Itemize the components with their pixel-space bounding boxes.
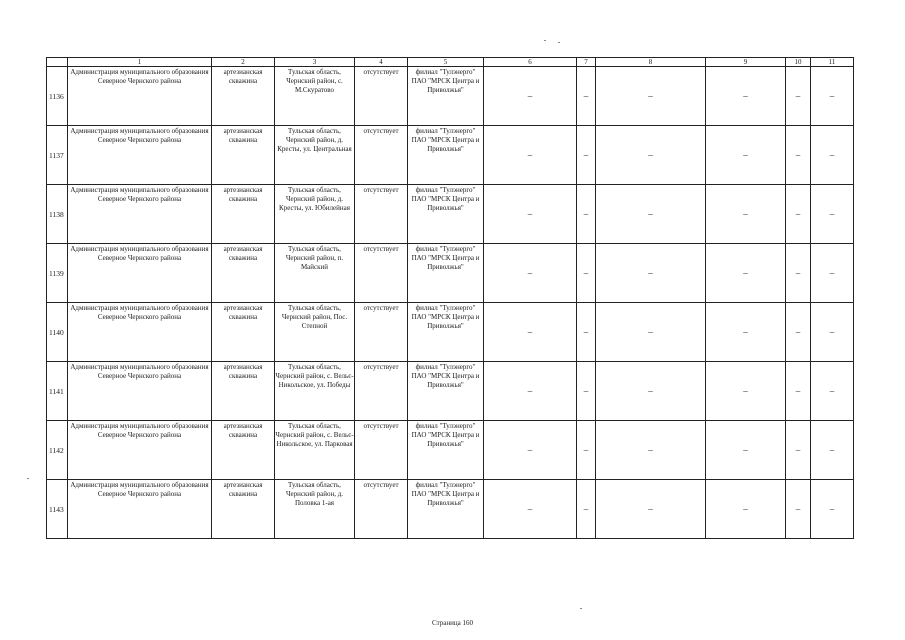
cell-c9: –: [706, 303, 786, 362]
scan-speck: [544, 40, 546, 41]
cell-status: отсутствует: [355, 126, 408, 185]
table-row: [47, 421, 854, 480]
cell-owner: Администрация муниципального образования Северное Чернского района: [68, 362, 212, 421]
cell-type: артезианская скважина: [212, 185, 275, 244]
cell-owner: Администрация муниципального образования Северное Чернского района: [68, 480, 212, 539]
row-number: 1139: [47, 244, 68, 303]
cell-c6: –: [484, 362, 577, 421]
cell-owner: Администрация муниципального образования Северное Чернского района: [68, 126, 212, 185]
cell-c7: –: [577, 421, 596, 480]
row-number: 1136: [47, 67, 68, 126]
header-cell: 2: [212, 58, 275, 67]
cell-c10: –: [786, 362, 811, 421]
cell-c9: –: [706, 126, 786, 185]
table-row: [47, 244, 854, 303]
cell-org: филиал "Тулэнерго" ПАО "МРСК Центра и Приволжья": [408, 185, 484, 244]
header-cell: 9: [706, 58, 786, 67]
cell-address: Тульская область, Чернский район, п. Майский: [275, 244, 355, 303]
page-number: Страница 160: [432, 619, 473, 627]
cell-c10: –: [786, 185, 811, 244]
cell-c8: –: [596, 303, 706, 362]
scan-speck: [580, 608, 582, 609]
cell-c11: –: [811, 185, 854, 244]
cell-c8: –: [596, 480, 706, 539]
cell-org: филиал "Тулэнерго" ПАО "МРСК Центра и Приволжья": [408, 126, 484, 185]
cell-c9: –: [706, 244, 786, 303]
row-number: 1138: [47, 185, 68, 244]
cell-c9: –: [706, 362, 786, 421]
cell-c6: –: [484, 67, 577, 126]
cell-c8: –: [596, 362, 706, 421]
cell-c10: –: [786, 244, 811, 303]
cell-address: Тульская область, Чернский район, с. Вельє-Никольское, ул. Победы: [275, 362, 355, 421]
cell-type: артезианская скважина: [212, 126, 275, 185]
header-cell: 6: [484, 58, 577, 67]
cell-c8: –: [596, 67, 706, 126]
scan-speck: [558, 42, 560, 43]
cell-c11: –: [811, 67, 854, 126]
row-number: 1143: [47, 480, 68, 539]
cell-c6: –: [484, 303, 577, 362]
table-row: [47, 362, 854, 421]
cell-org: филиал "Тулэнерго" ПАО "МРСК Центра и Приволжья": [408, 421, 484, 480]
cell-org: филиал "Тулэнерго" ПАО "МРСК Центра и Приволжья": [408, 67, 484, 126]
cell-owner: Администрация муниципального образования Северное Чернского района: [68, 244, 212, 303]
scan-speck: [27, 478, 29, 479]
table-row: [47, 67, 854, 126]
cell-c8: –: [596, 421, 706, 480]
header-cell: 5: [408, 58, 484, 67]
cell-org: филиал "Тулэнерго" ПАО "МРСК Центра и Приволжья": [408, 303, 484, 362]
cell-type: артезианская скважина: [212, 67, 275, 126]
header-cell: 7: [577, 58, 596, 67]
cell-status: отсутствует: [355, 67, 408, 126]
cell-owner: Администрация муниципального образования Северное Чернского района: [68, 67, 212, 126]
cell-c7: –: [577, 244, 596, 303]
cell-c8: –: [596, 126, 706, 185]
cell-c6: –: [484, 480, 577, 539]
cell-c9: –: [706, 480, 786, 539]
cell-org: филиал "Тулэнерго" ПАО "МРСК Центра и Приволжья": [408, 480, 484, 539]
cell-c10: –: [786, 480, 811, 539]
cell-c6: –: [484, 244, 577, 303]
cell-c11: –: [811, 421, 854, 480]
cell-status: отсутствует: [355, 362, 408, 421]
cell-type: артезианская скважина: [212, 362, 275, 421]
cell-type: артезианская скважина: [212, 303, 275, 362]
header-cell: 3: [275, 58, 355, 67]
cell-c7: –: [577, 67, 596, 126]
header-cell: 11: [811, 58, 854, 67]
cell-c9: –: [706, 67, 786, 126]
cell-c8: –: [596, 185, 706, 244]
cell-c11: –: [811, 126, 854, 185]
header-cell: 1: [68, 58, 212, 67]
table-row: [47, 303, 854, 362]
cell-status: отсутствует: [355, 244, 408, 303]
cell-type: артезианская скважина: [212, 480, 275, 539]
registry-table: [46, 57, 854, 539]
row-number: 1140: [47, 303, 68, 362]
cell-status: отсутствует: [355, 303, 408, 362]
cell-c6: –: [484, 126, 577, 185]
table-row: [47, 126, 854, 185]
cell-c9: –: [706, 185, 786, 244]
cell-c7: –: [577, 480, 596, 539]
cell-owner: Администрация муниципального образования Северное Чернского района: [68, 185, 212, 244]
cell-org: филиал "Тулэнерго" ПАО "МРСК Центра и Приволжья": [408, 362, 484, 421]
cell-org: филиал "Тулэнерго" ПАО "МРСК Центра и Приволжья": [408, 244, 484, 303]
cell-c7: –: [577, 303, 596, 362]
header-cell: 8: [596, 58, 706, 67]
header-cell: 10: [786, 58, 811, 67]
cell-address: Тульская область, Чернский район, с. М.Скуратово: [275, 67, 355, 126]
cell-address: Тульская область, Чернский район, д. Кресты, ул. Центральная: [275, 126, 355, 185]
cell-c10: –: [786, 126, 811, 185]
cell-c9: –: [706, 421, 786, 480]
cell-address: Тульская область, Чернский район, с. Вельє-Никольское, ул. Парковая: [275, 421, 355, 480]
cell-c7: –: [577, 126, 596, 185]
cell-c8: –: [596, 244, 706, 303]
cell-c7: –: [577, 185, 596, 244]
cell-c10: –: [786, 67, 811, 126]
cell-status: отсутствует: [355, 480, 408, 539]
cell-address: Тульская область, Чернский район, д. Половка 1-ая: [275, 480, 355, 539]
cell-address: Тульская область, Чернский район, д. Кресты, ул. Юбилейная: [275, 185, 355, 244]
row-number: 1142: [47, 421, 68, 480]
cell-c11: –: [811, 244, 854, 303]
header-row: [47, 58, 854, 67]
header-cell: 4: [355, 58, 408, 67]
cell-c10: –: [786, 303, 811, 362]
cell-type: артезианская скважина: [212, 421, 275, 480]
cell-c11: –: [811, 303, 854, 362]
cell-owner: Администрация муниципального образования Северное Чернского района: [68, 421, 212, 480]
cell-c6: –: [484, 185, 577, 244]
cell-c10: –: [786, 421, 811, 480]
cell-c11: –: [811, 480, 854, 539]
table-row: [47, 480, 854, 539]
cell-owner: Администрация муниципального образования Северное Чернского района: [68, 303, 212, 362]
row-number: 1137: [47, 126, 68, 185]
cell-status: отсутствует: [355, 421, 408, 480]
cell-type: артезианская скважина: [212, 244, 275, 303]
cell-address: Тульская область, Чернский район, Пос. Степной: [275, 303, 355, 362]
row-number: 1141: [47, 362, 68, 421]
cell-status: отсутствует: [355, 185, 408, 244]
cell-c7: –: [577, 362, 596, 421]
table-row: [47, 185, 854, 244]
header-cell-blank: [47, 58, 68, 67]
cell-c6: –: [484, 421, 577, 480]
cell-c11: –: [811, 362, 854, 421]
